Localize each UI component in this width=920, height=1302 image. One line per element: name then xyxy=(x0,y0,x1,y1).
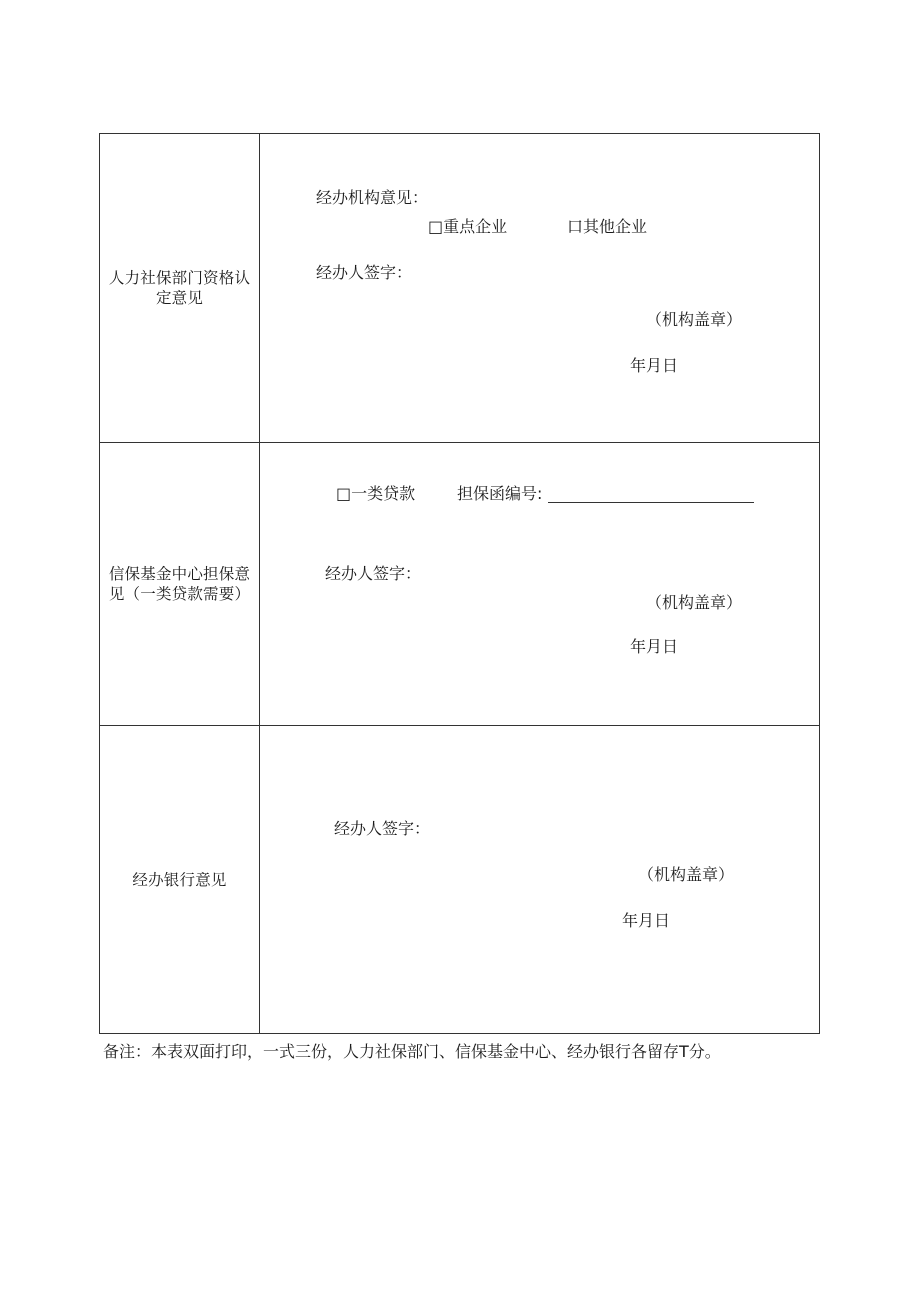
row-label-cell xyxy=(100,726,260,1033)
row-label xyxy=(102,268,258,308)
seal-label: （机构盖章） xyxy=(638,865,735,884)
approval-form-table xyxy=(99,133,820,1034)
seal-label: （机构盖章） xyxy=(646,310,743,329)
row-label-line: 定意见 xyxy=(155,289,204,307)
row-label-cell xyxy=(100,134,260,442)
table-row-handling-bank xyxy=(100,726,819,1033)
guarantee-number-label: 担保函编号: xyxy=(457,484,543,503)
guarantee-number-blank-line[interactable] xyxy=(548,502,754,503)
row-label-line: 信保基金中心担保意 xyxy=(108,565,251,583)
row-content-cell xyxy=(260,726,819,1033)
row-label-cell xyxy=(100,443,260,725)
date-label: 年月日 xyxy=(622,911,671,930)
row-label-line: 经办银行意见 xyxy=(132,870,227,889)
checkbox-other-enterprise[interactable]: 口其他企业 xyxy=(567,217,648,236)
table-row-credit-guarantee xyxy=(100,443,819,726)
handler-signature-label: 经办人签字： xyxy=(316,263,413,282)
row-label-line: 人力社保部门资格认 xyxy=(108,269,251,287)
date-label: 年月日 xyxy=(630,356,679,375)
date-label: 年月日 xyxy=(630,637,679,656)
row-label xyxy=(102,564,258,604)
footnote-remark: 备注：本表双面打印，一式三份，人力社保部门、信保基金中心、经办银行各留存T分。 xyxy=(103,1042,721,1061)
row-label-line: 见（一类贷款需要） xyxy=(108,585,251,603)
checkbox-class-one-loan[interactable]: □一类贷款 xyxy=(336,484,416,503)
row-content-cell xyxy=(260,443,819,725)
handler-signature-label: 经办人签字： xyxy=(325,564,422,583)
table-row-hr-social-security xyxy=(100,134,819,443)
handler-signature-label: 经办人签字： xyxy=(334,819,431,838)
checkbox-key-enterprise[interactable]: □重点企业 xyxy=(428,217,508,236)
row-label xyxy=(102,870,258,890)
seal-label: （机构盖章） xyxy=(646,593,743,612)
row-content-cell xyxy=(260,134,819,442)
agency-opinion-label: 经办机构意见： xyxy=(316,188,429,207)
